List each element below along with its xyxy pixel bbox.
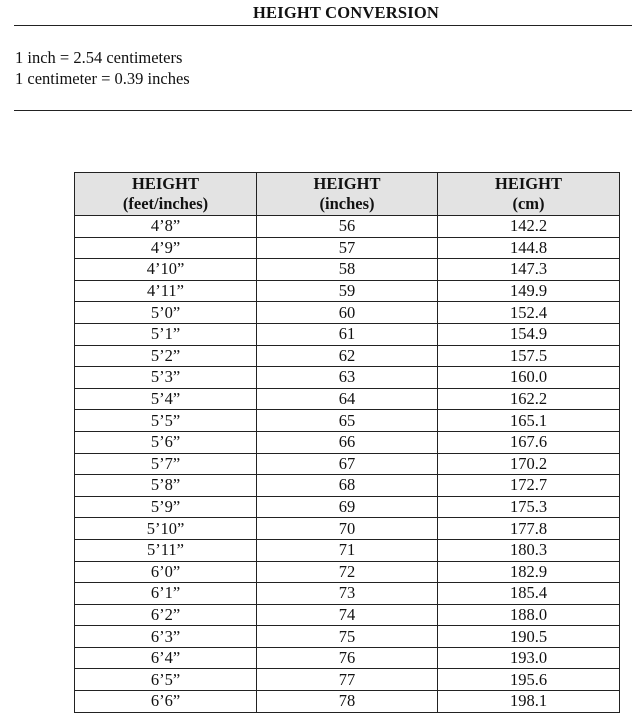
cell-cm: 167.6 xyxy=(438,431,620,453)
table-row xyxy=(75,518,620,540)
cell-inches: 68 xyxy=(257,475,438,497)
table-row xyxy=(75,216,620,238)
table-row xyxy=(75,539,620,561)
top-divider xyxy=(14,25,632,26)
table-row xyxy=(75,280,620,302)
cell-feet-inches: 6’6” xyxy=(75,691,257,713)
cell-inches: 72 xyxy=(257,561,438,583)
table-row xyxy=(75,691,620,713)
cell-cm: 147.3 xyxy=(438,259,620,281)
cell-cm: 185.4 xyxy=(438,583,620,605)
cell-inches: 60 xyxy=(257,302,438,324)
table-row xyxy=(75,496,620,518)
cell-feet-inches: 4’10” xyxy=(75,259,257,281)
cell-feet-inches: 5’10” xyxy=(75,518,257,540)
cell-feet-inches: 5’2” xyxy=(75,345,257,367)
cell-feet-inches: 5’11” xyxy=(75,539,257,561)
cell-inches: 78 xyxy=(257,691,438,713)
cell-feet-inches: 6’3” xyxy=(75,626,257,648)
cell-cm: 175.3 xyxy=(438,496,620,518)
cell-inches: 74 xyxy=(257,604,438,626)
cell-cm: 162.2 xyxy=(438,388,620,410)
cell-inches: 63 xyxy=(257,367,438,389)
note-cm-to-inch: 1 centimeter = 0.39 inches xyxy=(15,69,190,88)
table-row xyxy=(75,323,620,345)
cell-inches: 73 xyxy=(257,583,438,605)
cell-cm: 149.9 xyxy=(438,280,620,302)
cell-inches: 69 xyxy=(257,496,438,518)
table-row xyxy=(75,302,620,324)
cell-cm: 180.3 xyxy=(438,539,620,561)
cell-feet-inches: 6’4” xyxy=(75,647,257,669)
cell-cm: 182.9 xyxy=(438,561,620,583)
cell-inches: 56 xyxy=(257,216,438,238)
cell-cm: 172.7 xyxy=(438,475,620,497)
cell-cm: 152.4 xyxy=(438,302,620,324)
table-row xyxy=(75,669,620,691)
table-row xyxy=(75,453,620,475)
cell-inches: 65 xyxy=(257,410,438,432)
cell-inches: 76 xyxy=(257,647,438,669)
table-header-row xyxy=(75,173,620,216)
header-cm: HEIGHT (cm) xyxy=(438,173,620,216)
table-row xyxy=(75,388,620,410)
header-feet-inches: HEIGHT (feet/inches) xyxy=(75,173,257,216)
table-row xyxy=(75,583,620,605)
cell-cm: 154.9 xyxy=(438,323,620,345)
cell-feet-inches: 4’9” xyxy=(75,237,257,259)
cell-feet-inches: 5’7” xyxy=(75,453,257,475)
cell-feet-inches: 5’4” xyxy=(75,388,257,410)
cell-feet-inches: 6’1” xyxy=(75,583,257,605)
cell-feet-inches: 5’9” xyxy=(75,496,257,518)
cell-inches: 71 xyxy=(257,539,438,561)
notes-divider xyxy=(14,110,632,111)
cell-cm: 190.5 xyxy=(438,626,620,648)
cell-feet-inches: 6’5” xyxy=(75,669,257,691)
cell-cm: 198.1 xyxy=(438,691,620,713)
cell-feet-inches: 5’1” xyxy=(75,323,257,345)
table-body xyxy=(75,216,620,713)
table-row xyxy=(75,475,620,497)
cell-feet-inches: 6’2” xyxy=(75,604,257,626)
cell-cm: 165.1 xyxy=(438,410,620,432)
note-inch-to-cm: 1 inch = 2.54 centimeters xyxy=(15,48,183,67)
table-row xyxy=(75,561,620,583)
cell-cm: 157.5 xyxy=(438,345,620,367)
cell-feet-inches: 6’0” xyxy=(75,561,257,583)
cell-cm: 193.0 xyxy=(438,647,620,669)
cell-cm: 188.0 xyxy=(438,604,620,626)
table-row xyxy=(75,431,620,453)
cell-inches: 62 xyxy=(257,345,438,367)
cell-inches: 66 xyxy=(257,431,438,453)
cell-inches: 61 xyxy=(257,323,438,345)
cell-cm: 195.6 xyxy=(438,669,620,691)
cell-inches: 75 xyxy=(257,626,438,648)
table-row xyxy=(75,345,620,367)
table-row xyxy=(75,626,620,648)
cell-feet-inches: 4’8” xyxy=(75,216,257,238)
table-row xyxy=(75,367,620,389)
cell-feet-inches: 4’11” xyxy=(75,280,257,302)
cell-inches: 57 xyxy=(257,237,438,259)
cell-inches: 58 xyxy=(257,259,438,281)
cell-feet-inches: 5’0” xyxy=(75,302,257,324)
table-row xyxy=(75,259,620,281)
page-title: HEIGHT CONVERSION xyxy=(252,3,439,22)
cell-feet-inches: 5’6” xyxy=(75,431,257,453)
conversion-notes xyxy=(15,47,190,89)
cell-inches: 59 xyxy=(257,280,438,302)
cell-feet-inches: 5’8” xyxy=(75,475,257,497)
cell-cm: 142.2 xyxy=(438,216,620,238)
table-row xyxy=(75,647,620,669)
cell-cm: 160.0 xyxy=(438,367,620,389)
table-row xyxy=(75,410,620,432)
cell-inches: 77 xyxy=(257,669,438,691)
cell-cm: 144.8 xyxy=(438,237,620,259)
cell-feet-inches: 5’3” xyxy=(75,367,257,389)
cell-cm: 177.8 xyxy=(438,518,620,540)
cell-inches: 70 xyxy=(257,518,438,540)
cell-inches: 67 xyxy=(257,453,438,475)
height-conversion-table xyxy=(74,172,620,713)
table-row xyxy=(75,237,620,259)
cell-inches: 64 xyxy=(257,388,438,410)
cell-feet-inches: 5’5” xyxy=(75,410,257,432)
header-inches: HEIGHT (inches) xyxy=(257,173,438,216)
table-row xyxy=(75,604,620,626)
cell-cm: 170.2 xyxy=(438,453,620,475)
